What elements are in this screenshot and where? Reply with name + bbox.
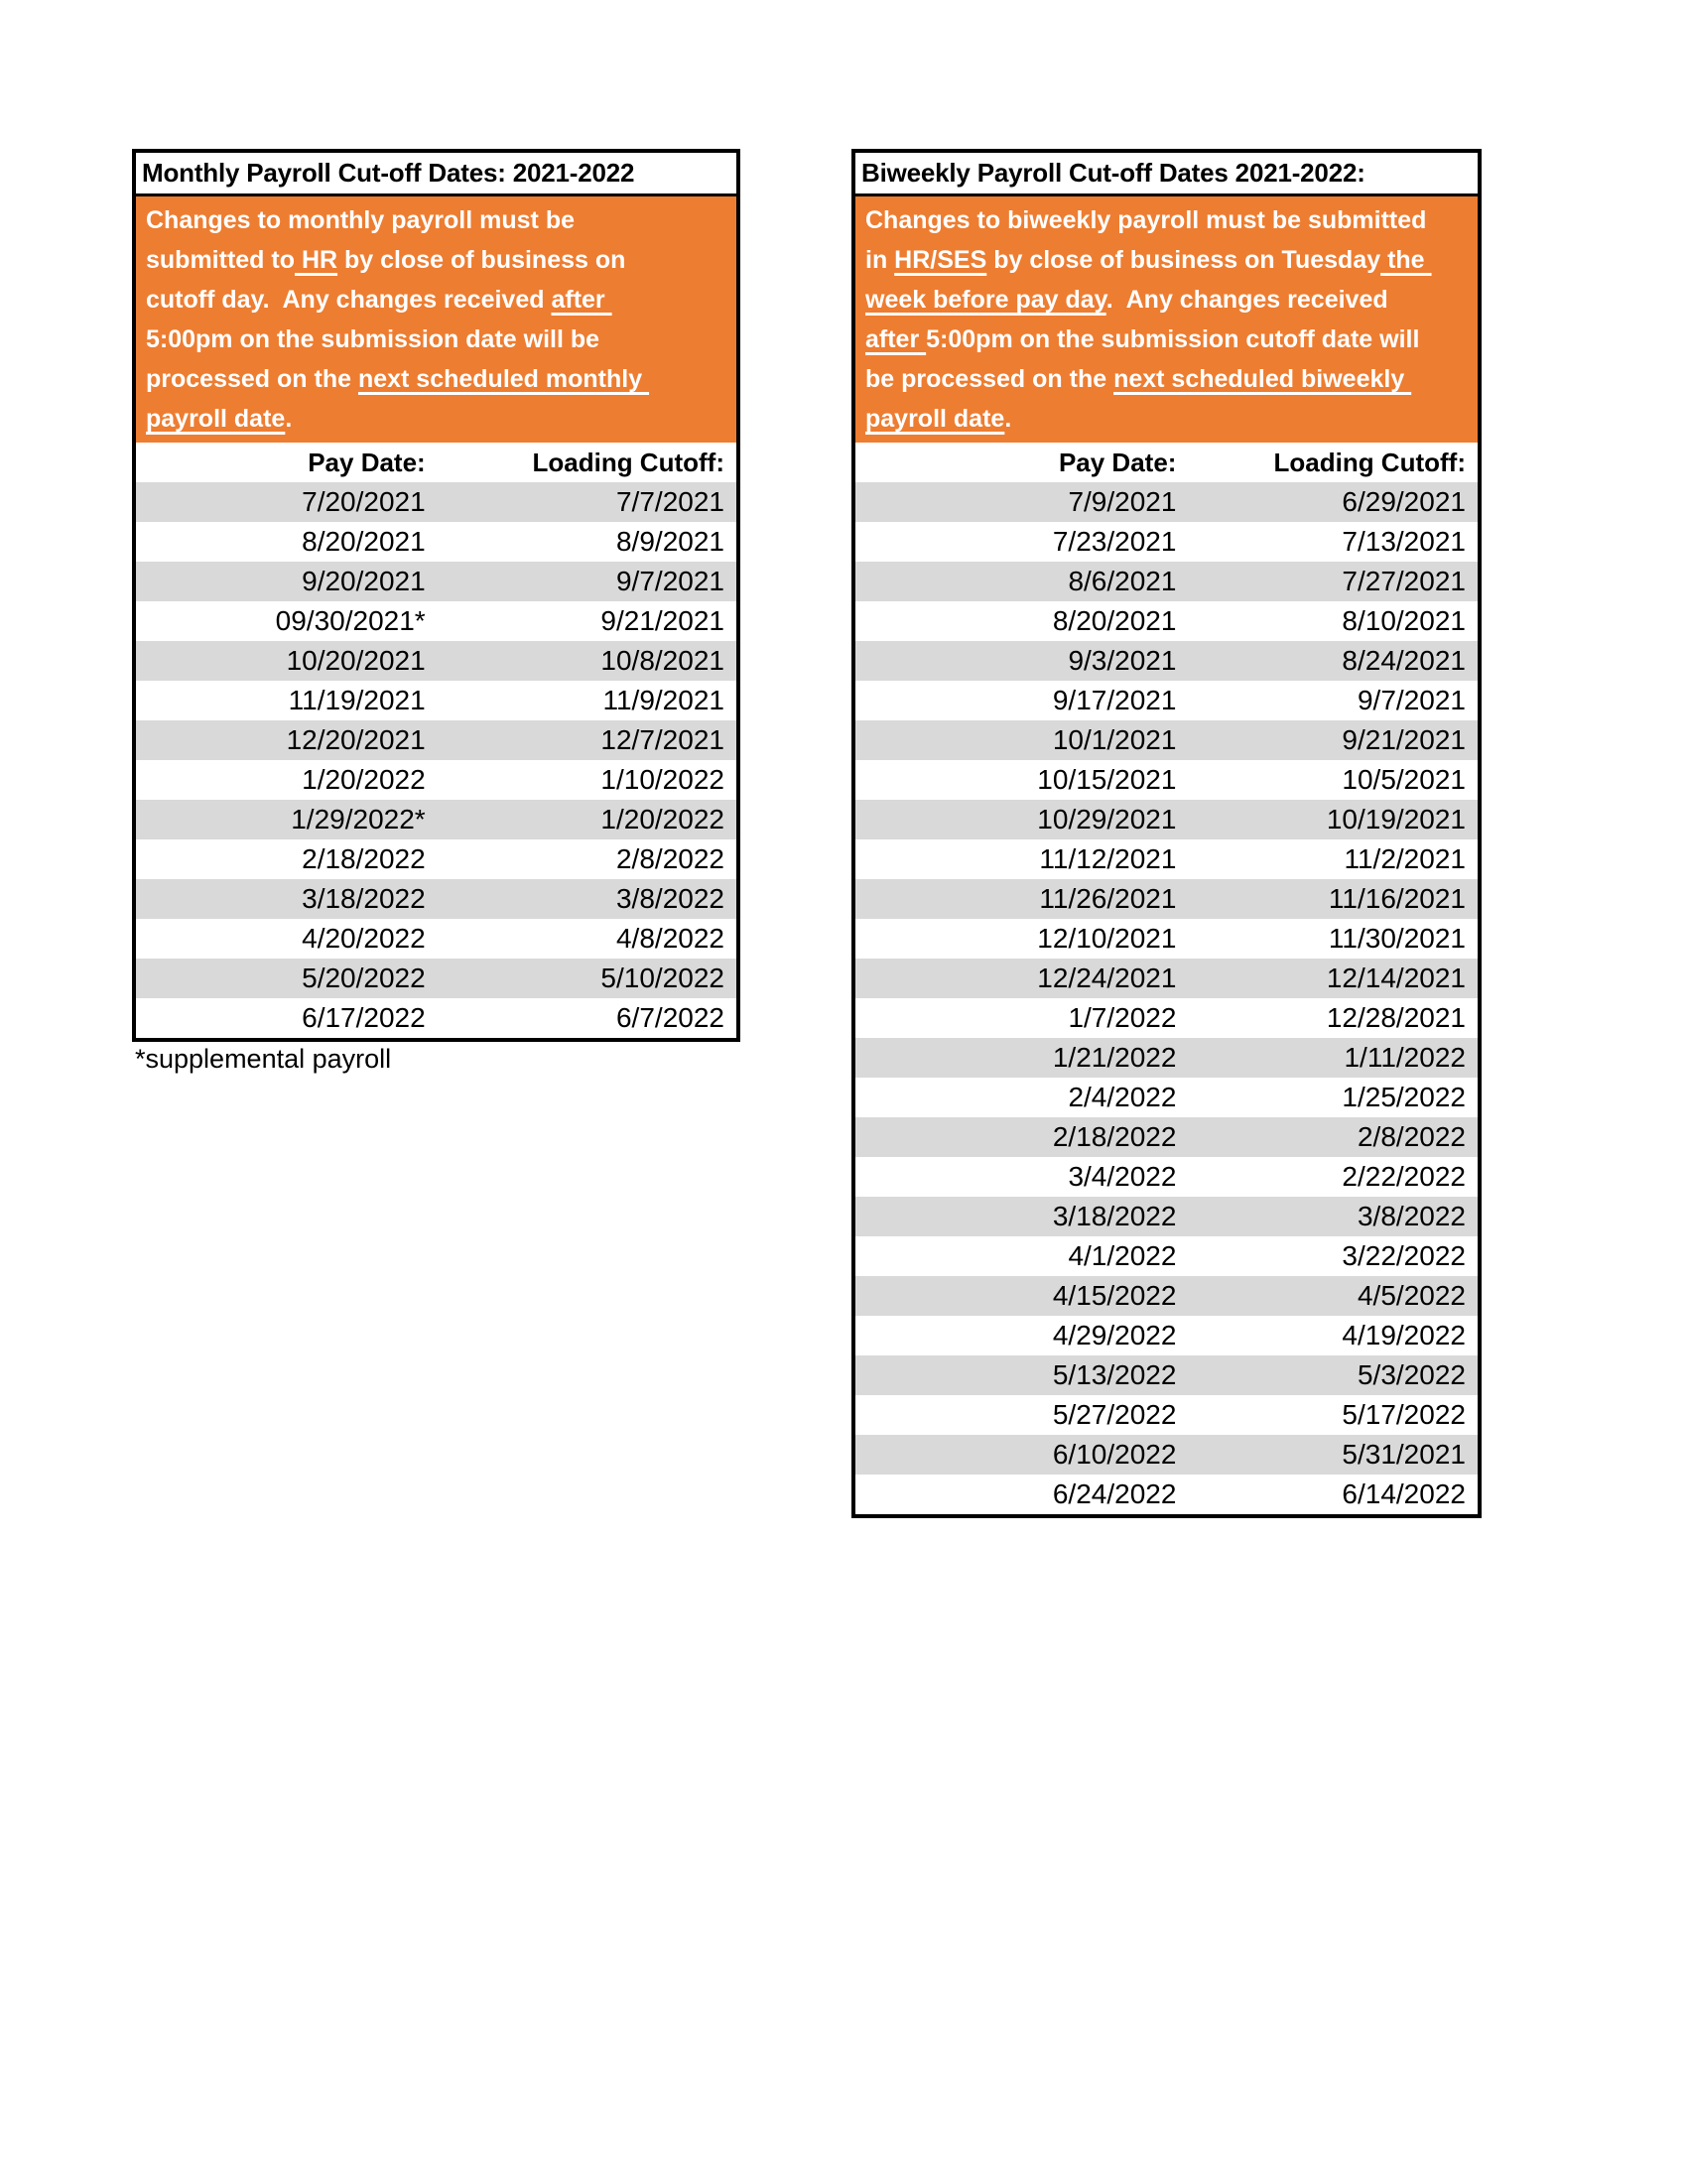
pay-date-cell: 12/20/2021 bbox=[286, 724, 426, 755]
text-segment: processed on the bbox=[146, 365, 358, 393]
pay-date-cell: 1/20/2022 bbox=[302, 764, 426, 795]
loading-cutoff-cell: 3/22/2022 bbox=[1342, 1240, 1466, 1271]
pay-date-cell: 4/15/2022 bbox=[1052, 1280, 1177, 1311]
loading-cutoff-cell: 7/13/2021 bbox=[1342, 526, 1466, 557]
loading-cutoff-cell: 12/14/2021 bbox=[1326, 963, 1466, 993]
pay-date-column-header: Pay Date: bbox=[1058, 447, 1177, 477]
loading-cutoff-cell: 2/8/2022 bbox=[1357, 1121, 1466, 1152]
pay-date-cell: 1/29/2022* bbox=[291, 804, 426, 835]
pay-date-cell: 3/18/2022 bbox=[302, 883, 426, 914]
pay-date-cell: 2/4/2022 bbox=[1068, 1082, 1177, 1112]
pay-date-cell: 7/9/2021 bbox=[1068, 486, 1177, 517]
loading-cutoff-cell: 10/19/2021 bbox=[1326, 804, 1466, 835]
table-row bbox=[855, 959, 1478, 998]
loading-cutoff-cell: 12/28/2021 bbox=[1326, 1002, 1466, 1033]
text-segment: 5:00pm on the submission date will be bbox=[146, 325, 600, 353]
underlined-text-segment: week before pay day bbox=[865, 286, 1106, 314]
loading-cutoff-cell: 10/5/2021 bbox=[1342, 764, 1466, 795]
loading-cutoff-cell: 2/8/2022 bbox=[615, 843, 724, 874]
table-row bbox=[136, 641, 736, 681]
table-row bbox=[855, 1355, 1478, 1395]
text-segment: . bbox=[285, 405, 293, 433]
table-row bbox=[855, 562, 1478, 601]
table-row bbox=[855, 839, 1478, 879]
pay-date-cell: 11/19/2021 bbox=[288, 685, 426, 715]
pay-date-cell: 2/18/2022 bbox=[1052, 1121, 1177, 1152]
notice-line bbox=[146, 359, 726, 399]
pay-date-cell: 4/20/2022 bbox=[302, 923, 426, 954]
table-row bbox=[855, 919, 1478, 959]
pay-date-cell: 11/26/2021 bbox=[1039, 883, 1177, 914]
table-row bbox=[855, 1038, 1478, 1078]
loading-cutoff-column-header: Loading Cutoff: bbox=[1273, 447, 1466, 477]
pay-date-cell: 10/1/2021 bbox=[1052, 724, 1177, 755]
notice-line bbox=[865, 240, 1468, 280]
text-segment: by close of business on Tuesday bbox=[986, 246, 1381, 274]
loading-cutoff-cell: 1/25/2022 bbox=[1342, 1082, 1466, 1112]
table-row bbox=[855, 681, 1478, 720]
loading-cutoff-column-header: Loading Cutoff: bbox=[532, 447, 724, 477]
pay-date-cell: 2/18/2022 bbox=[302, 843, 426, 874]
table-row bbox=[855, 1435, 1478, 1475]
loading-cutoff-cell: 11/9/2021 bbox=[602, 685, 724, 715]
loading-cutoff-cell: 9/7/2021 bbox=[615, 566, 724, 596]
loading-cutoff-cell: 1/11/2022 bbox=[1344, 1042, 1466, 1073]
loading-cutoff-cell: 4/8/2022 bbox=[615, 923, 724, 954]
table-row bbox=[136, 839, 736, 879]
table-row bbox=[855, 1276, 1478, 1316]
loading-cutoff-cell: 3/8/2022 bbox=[615, 883, 724, 914]
table-row bbox=[855, 1236, 1478, 1276]
notice-line bbox=[865, 359, 1468, 399]
loading-cutoff-cell: 12/7/2021 bbox=[600, 724, 724, 755]
loading-cutoff-cell: 8/10/2021 bbox=[1342, 605, 1466, 636]
text-segment: Changes to monthly payroll must be bbox=[146, 206, 575, 234]
text-segment: Changes to biweekly payroll must be submitted bbox=[865, 206, 1427, 234]
pay-date-cell: 6/10/2022 bbox=[1052, 1439, 1177, 1470]
biweekly-notice-block bbox=[855, 196, 1478, 443]
pay-date-cell: 9/20/2021 bbox=[302, 566, 426, 596]
loading-cutoff-cell: 9/7/2021 bbox=[1357, 685, 1466, 715]
underlined-text-segment: next scheduled monthly bbox=[357, 365, 650, 393]
loading-cutoff-cell: 8/9/2021 bbox=[615, 526, 724, 557]
table-row bbox=[855, 1395, 1478, 1435]
table-row bbox=[136, 522, 736, 562]
notice-line bbox=[146, 240, 726, 280]
supplemental-payroll-footnote: *supplemental payroll bbox=[135, 1044, 392, 1074]
pay-date-cell: 10/29/2021 bbox=[1037, 804, 1177, 835]
pay-date-cell: 4/29/2022 bbox=[1052, 1320, 1177, 1350]
table-row bbox=[855, 482, 1478, 522]
table-row bbox=[136, 601, 736, 641]
table-row bbox=[855, 1157, 1478, 1197]
pay-date-cell: 1/7/2022 bbox=[1068, 1002, 1177, 1033]
notice-line bbox=[865, 280, 1468, 320]
loading-cutoff-cell: 7/27/2021 bbox=[1342, 566, 1466, 596]
pay-date-cell: 10/20/2021 bbox=[286, 645, 426, 676]
table-row bbox=[136, 800, 736, 839]
pay-date-cell: 10/15/2021 bbox=[1037, 764, 1177, 795]
table-row bbox=[136, 681, 736, 720]
loading-cutoff-cell: 9/21/2021 bbox=[1342, 724, 1466, 755]
loading-cutoff-cell: 11/16/2021 bbox=[1328, 883, 1466, 914]
loading-cutoff-cell: 5/10/2022 bbox=[600, 963, 724, 993]
table-row bbox=[855, 1316, 1478, 1355]
text-segment: in bbox=[865, 246, 895, 274]
pay-date-cell: 11/12/2021 bbox=[1039, 843, 1177, 874]
loading-cutoff-cell: 11/30/2021 bbox=[1328, 923, 1466, 954]
monthly-notice-block bbox=[136, 196, 736, 443]
pay-date-cell: 09/30/2021* bbox=[275, 605, 426, 636]
loading-cutoff-cell: 1/10/2022 bbox=[600, 764, 724, 795]
table-row bbox=[855, 1475, 1478, 1514]
underlined-text-segment: after bbox=[551, 286, 612, 314]
text-segment: be processed on the bbox=[865, 365, 1114, 393]
biweekly-payroll-table bbox=[851, 149, 1482, 1518]
underlined-text-segment: next scheduled biweekly bbox=[1113, 365, 1412, 393]
table-row bbox=[855, 998, 1478, 1038]
table-row bbox=[136, 998, 736, 1038]
loading-cutoff-cell: 6/7/2022 bbox=[615, 1002, 724, 1033]
text-segment: . Any changes received bbox=[1105, 286, 1388, 314]
table-row bbox=[855, 800, 1478, 839]
loading-cutoff-cell: 8/24/2021 bbox=[1342, 645, 1466, 676]
monthly-table-title: Monthly Payroll Cut-off Dates: 2021-2022 bbox=[136, 153, 736, 196]
pay-date-cell: 12/24/2021 bbox=[1037, 963, 1177, 993]
table-row bbox=[855, 879, 1478, 919]
monthly-table-rows bbox=[136, 482, 736, 1038]
pay-date-cell: 3/18/2022 bbox=[1052, 1201, 1177, 1231]
table-row bbox=[855, 522, 1478, 562]
pay-date-cell: 7/23/2021 bbox=[1052, 526, 1177, 557]
notice-line bbox=[865, 200, 1468, 240]
monthly-payroll-table bbox=[132, 149, 740, 1042]
text-segment: 5:00pm on the submission cutoff date will bbox=[926, 325, 1420, 353]
monthly-column-header-row bbox=[136, 443, 736, 482]
pay-date-cell: 5/27/2022 bbox=[1052, 1399, 1177, 1430]
text-segment: . bbox=[1004, 405, 1012, 433]
table-row bbox=[136, 919, 736, 959]
pay-date-cell: 4/1/2022 bbox=[1068, 1240, 1177, 1271]
pay-date-cell: 6/24/2022 bbox=[1052, 1478, 1177, 1509]
text-segment: cutoff day. Any changes received bbox=[146, 286, 552, 314]
pay-date-cell: 9/3/2021 bbox=[1068, 645, 1177, 676]
table-row bbox=[136, 879, 736, 919]
notice-line bbox=[146, 200, 726, 240]
loading-cutoff-cell: 5/17/2022 bbox=[1342, 1399, 1466, 1430]
pay-date-column-header: Pay Date: bbox=[308, 447, 426, 477]
table-row bbox=[855, 1078, 1478, 1117]
loading-cutoff-cell: 3/8/2022 bbox=[1357, 1201, 1466, 1231]
table-row bbox=[855, 1117, 1478, 1157]
pay-date-cell: 7/20/2021 bbox=[302, 486, 426, 517]
loading-cutoff-cell: 7/7/2021 bbox=[615, 486, 724, 517]
text-segment: by close of business on bbox=[337, 246, 626, 274]
loading-cutoff-cell: 4/19/2022 bbox=[1342, 1320, 1466, 1350]
loading-cutoff-cell: 5/3/2022 bbox=[1357, 1359, 1466, 1390]
biweekly-column-header-row bbox=[855, 443, 1478, 482]
underlined-text-segment: HR/SES bbox=[894, 246, 987, 274]
loading-cutoff-cell: 6/29/2021 bbox=[1342, 486, 1466, 517]
loading-cutoff-cell: 1/20/2022 bbox=[600, 804, 724, 835]
notice-line bbox=[865, 399, 1468, 439]
pay-date-cell: 8/20/2021 bbox=[1052, 605, 1177, 636]
underlined-text-segment: the bbox=[1380, 246, 1432, 274]
underlined-text-segment: payroll date bbox=[865, 405, 1005, 433]
loading-cutoff-cell: 4/5/2022 bbox=[1357, 1280, 1466, 1311]
table-row bbox=[855, 641, 1478, 681]
loading-cutoff-cell: 5/31/2021 bbox=[1342, 1439, 1466, 1470]
text-segment: submitted to bbox=[146, 246, 295, 274]
underlined-text-segment: payroll date bbox=[146, 405, 286, 433]
loading-cutoff-cell: 2/22/2022 bbox=[1342, 1161, 1466, 1192]
table-row bbox=[136, 760, 736, 800]
loading-cutoff-cell: 6/14/2022 bbox=[1342, 1478, 1466, 1509]
underlined-text-segment: after bbox=[865, 325, 927, 353]
biweekly-table-title: Biweekly Payroll Cut-off Dates 2021-2022: bbox=[855, 153, 1478, 196]
loading-cutoff-cell: 10/8/2021 bbox=[600, 645, 724, 676]
underlined-text-segment: HR bbox=[295, 246, 338, 274]
pay-date-cell: 12/10/2021 bbox=[1037, 923, 1177, 954]
table-row bbox=[136, 562, 736, 601]
pay-date-cell: 1/21/2022 bbox=[1052, 1042, 1177, 1073]
table-row bbox=[855, 720, 1478, 760]
pay-date-cell: 5/20/2022 bbox=[302, 963, 426, 993]
table-row bbox=[136, 959, 736, 998]
pay-date-cell: 3/4/2022 bbox=[1068, 1161, 1177, 1192]
table-row bbox=[136, 482, 736, 522]
loading-cutoff-cell: 9/21/2021 bbox=[600, 605, 724, 636]
loading-cutoff-cell: 11/2/2021 bbox=[1344, 843, 1466, 874]
pay-date-cell: 8/20/2021 bbox=[302, 526, 426, 557]
notice-line bbox=[146, 320, 726, 359]
table-row bbox=[855, 760, 1478, 800]
biweekly-table-rows bbox=[855, 482, 1478, 1514]
pay-date-cell: 9/17/2021 bbox=[1052, 685, 1177, 715]
notice-line bbox=[146, 399, 726, 439]
notice-line bbox=[865, 320, 1468, 359]
table-row bbox=[855, 601, 1478, 641]
pay-date-cell: 8/6/2021 bbox=[1068, 566, 1177, 596]
table-row bbox=[855, 1197, 1478, 1236]
table-row bbox=[136, 720, 736, 760]
pay-date-cell: 5/13/2022 bbox=[1052, 1359, 1177, 1390]
pay-date-cell: 6/17/2022 bbox=[302, 1002, 426, 1033]
notice-line bbox=[146, 280, 726, 320]
